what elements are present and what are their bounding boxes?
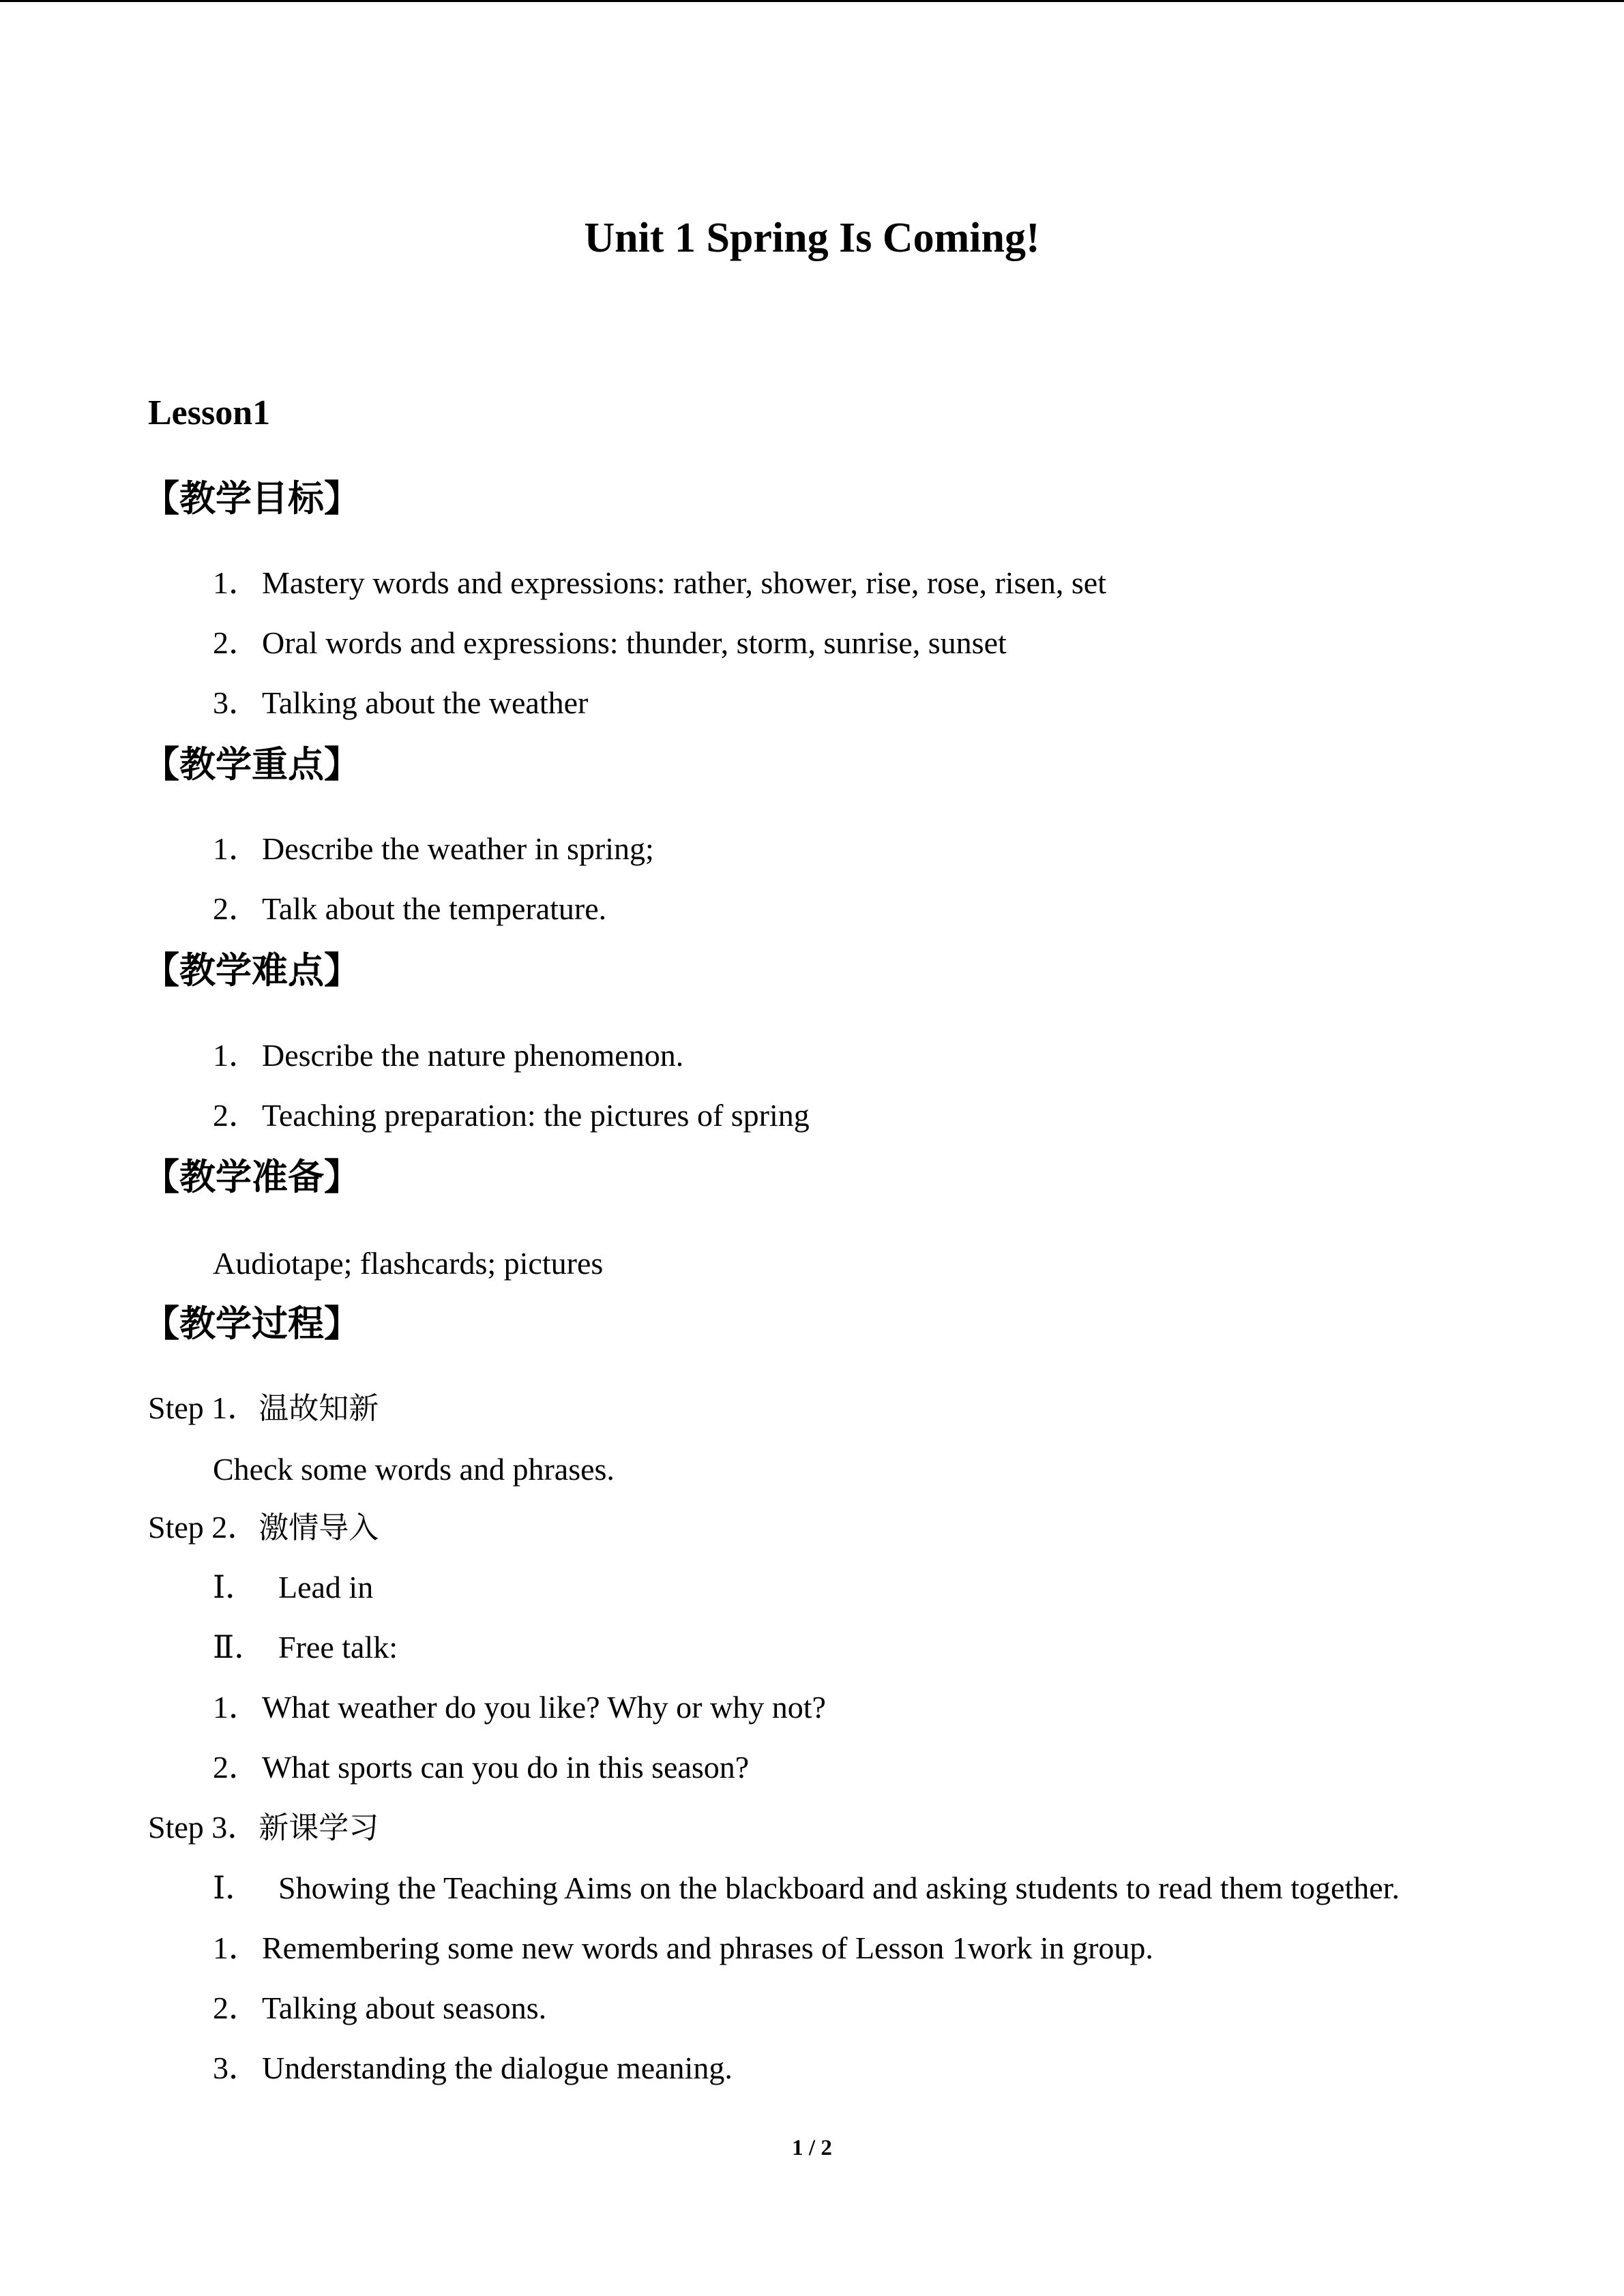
section-heading-preparation: 【教学准备】 <box>143 1157 360 1198</box>
section-heading-difficulties: 【教学难点】 <box>143 950 360 992</box>
lesson-label: Lesson1 <box>148 393 271 432</box>
section-heading-process: 【教学过程】 <box>143 1303 360 1345</box>
section-heading-objectives: 【教学目标】 <box>143 478 360 520</box>
step-1-heading: Step 1．温故知新 <box>148 1390 379 1426</box>
list-item: 2．What sports can you do in this season? <box>213 1750 750 1785</box>
list-item: 2．Teaching preparation: the pictures of spring <box>213 1098 810 1133</box>
list-item: Ⅰ． Lead in <box>213 1570 374 1605</box>
list-item: Ⅰ． Showing the Teaching Aims on the blackboard and asking students to read them together. <box>213 1870 1400 1905</box>
step-1-text: Check some words and phrases. <box>213 1452 615 1487</box>
preparation-text: Audiotape; flashcards; pictures <box>213 1246 604 1281</box>
list-item: 1．Mastery words and expressions: rather, shower, rise, rose, risen, set <box>213 565 1107 600</box>
list-item: 1．Describe the weather in spring; <box>213 831 654 866</box>
list-item: 1．Remembering some new words and phrases of Lesson 1work in group. <box>213 1930 1153 1965</box>
list-item: 2．Talk about the temperature. <box>213 891 607 926</box>
page-top-border <box>0 0 1624 2</box>
step-3-heading: Step 3．新课学习 <box>148 1810 379 1845</box>
list-item: 3．Understanding the dialogue meaning. <box>213 2051 733 2085</box>
section-heading-key-points: 【教学重点】 <box>143 744 360 786</box>
list-item: 2．Oral words and expressions: thunder, storm, sunrise, sunset <box>213 625 1007 660</box>
step-2-heading: Step 2．激情导入 <box>148 1510 379 1545</box>
list-item: 1．What weather do you like? Why or why not? <box>213 1690 826 1725</box>
list-item: 1．Describe the nature phenomenon. <box>213 1038 684 1073</box>
list-item: 3．Talking about the weather <box>213 685 589 720</box>
list-item: 2．Talking about seasons. <box>213 1991 547 2025</box>
page-number: 1 / 2 <box>792 2136 832 2160</box>
list-item: Ⅱ． Free talk: <box>213 1630 398 1665</box>
page-title: Unit 1 Spring Is Coming! <box>584 215 1040 261</box>
